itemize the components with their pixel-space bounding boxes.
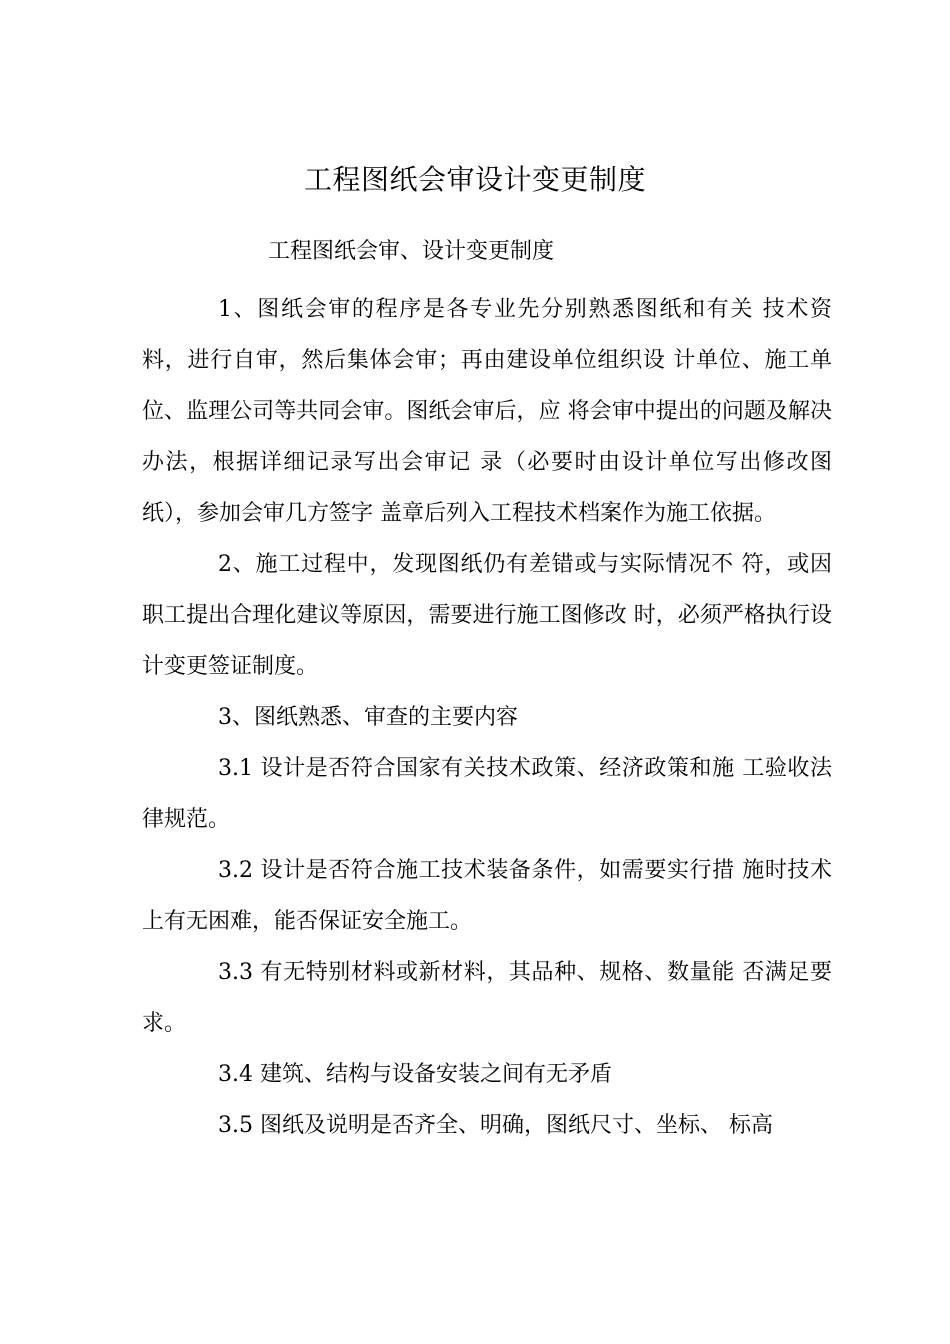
paragraph-1: 1、图纸会审的程序是各专业先分别熟悉图纸和有关 技术资料，进行自审，然后集体会审；再由建设单位组织设 计单位、施工单位、监理公司等共同会审。图纸会审后，应 将会审中提出的问题及解决办法，根据详细记录写出会审记 录（必要时由设计单位写出修改图纸），参加会审几方签字 盖章后列入工程技术档案作为施工依据。 <box>142 297 832 526</box>
document-subtitle: 工程图纸会审、设计变更制度 <box>268 239 555 264</box>
page-title: 工程图纸会审设计变更制度 <box>303 163 646 196</box>
paragraph-3-3: 3.3 有无特别材料或新材料，其品种、规格、数量能 否满足要求。 <box>142 960 832 1036</box>
paragraph-3-2: 3.2 设计是否符合施工技术装备条件，如需要实行措 施时技术上有无困难，能否保证安全施工。 <box>142 858 832 934</box>
paragraph-3-1: 3.1 设计是否符合国家有关技术政策、经济政策和施 工验收法律规范。 <box>142 756 832 832</box>
paragraph-3-5: 3.5 图纸及说明是否齐全、明确，图纸尺寸、坐标、 标高 <box>218 1113 773 1138</box>
paragraph-3-4: 3.4 建筑、结构与设备安装之间有无矛盾 <box>218 1062 612 1087</box>
paragraph-2: 2、施工过程中，发现图纸仍有差错或与实际情况不 符，或因职工提出合理化建议等原因，需要进行施工图修改 时，必须严格执行设计变更签证制度。 <box>142 552 832 679</box>
section-heading-3: 3、图纸熟悉、审查的主要内容 <box>218 705 518 730</box>
document-body <box>142 284 832 1151</box>
